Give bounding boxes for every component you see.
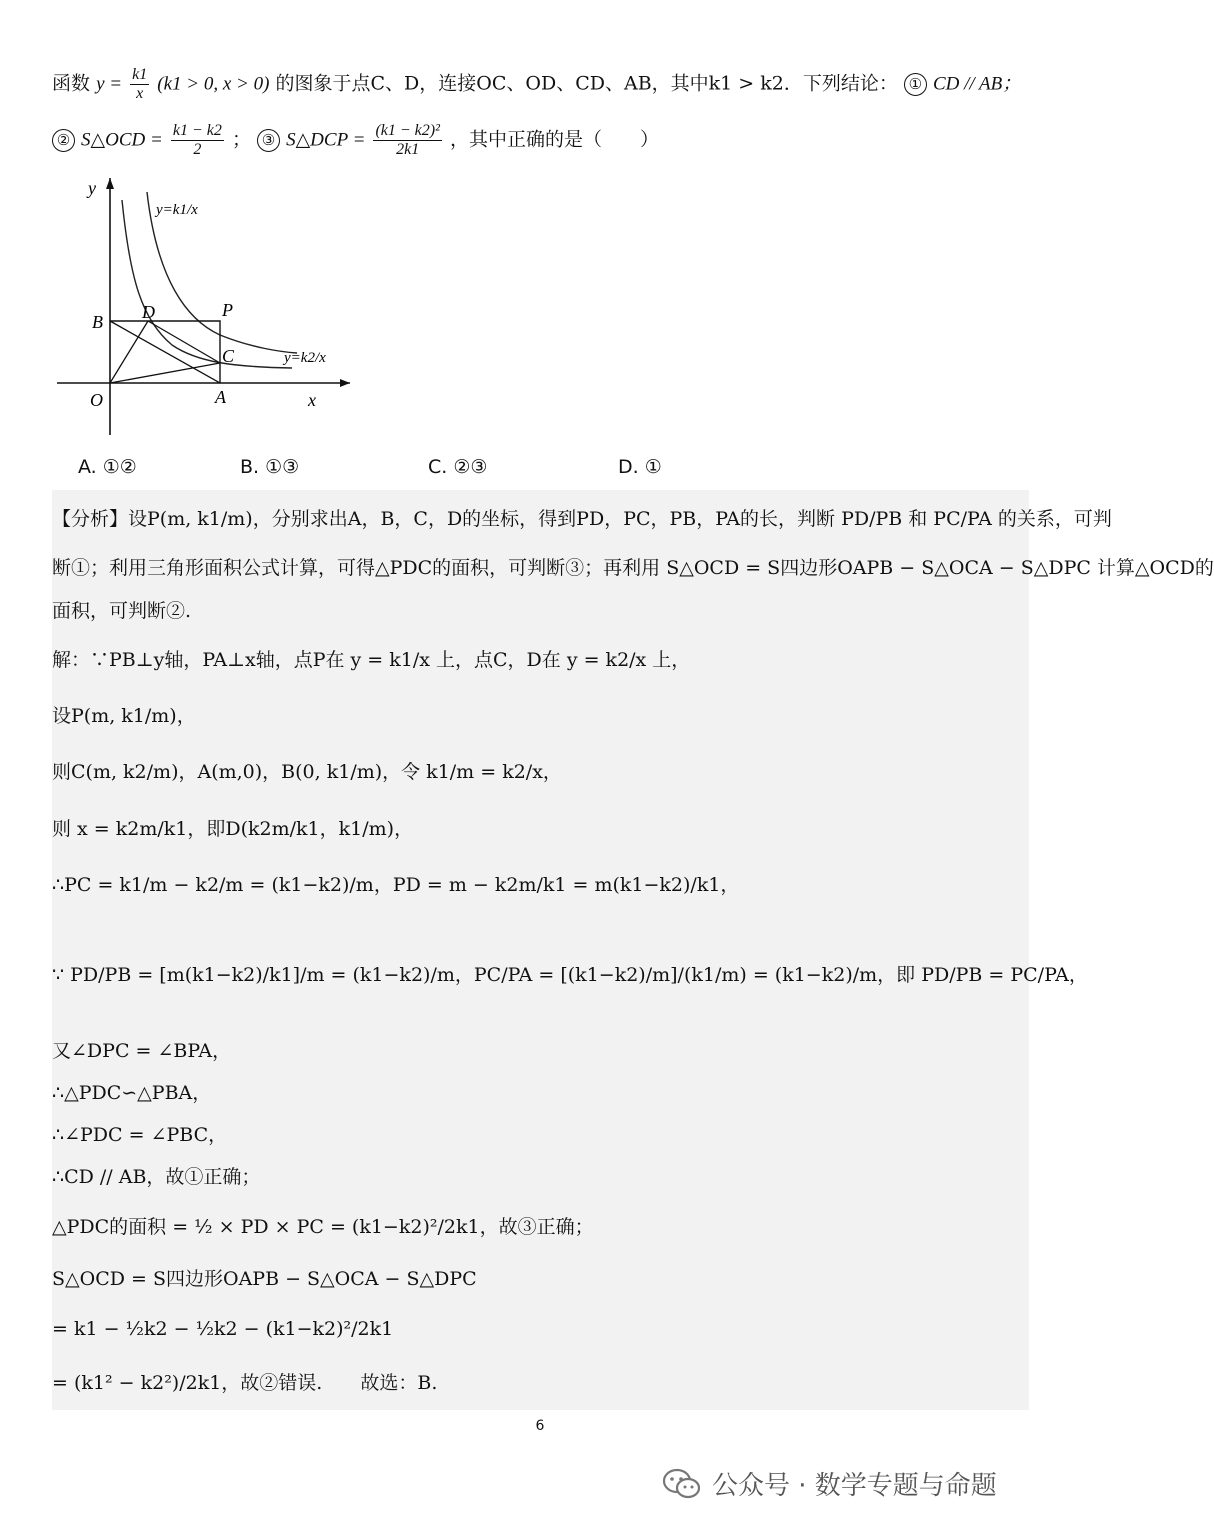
q-frac-den: x: [136, 85, 144, 102]
solution-line-9: ∵ PD/PB = [m(k1−k2)/k1]/m = (k1−k2)/m，PC/PA = [(k1−k2)/m]/(k1/m) = (k1−k2)/m，即 PD/PB = PC/PA，: [52, 964, 1088, 986]
q-func-lhs: y =: [96, 73, 123, 95]
label-O: O: [90, 390, 103, 410]
solution-line-4: 解：∵PB⊥y轴，PA⊥x轴，点P在 y = k1/x 上，点C，D在 y = k2/x 上，: [52, 649, 691, 671]
curve1-label: y=k1/x: [156, 202, 198, 218]
label-C: C: [222, 346, 235, 366]
conclusion-1: CD // AB；: [932, 73, 1022, 95]
option-A[interactable]: A. ①②: [78, 456, 137, 478]
solution-line-3: 面积，可判断②.: [52, 600, 192, 622]
c3-den: 2k1: [396, 141, 420, 158]
solution-line-1: 【分析】设P(m, k1/m)，分别求出A，B，C，D的坐标，得到PD，PC，PB，PA的长，判断 PD/PB 和 PC/PA 的关系，可判: [52, 508, 1112, 530]
label-D: D: [142, 302, 155, 322]
solution-line-16: = k1 − ½k2 − ½k2 − (k1−k2)²/2k1: [52, 1318, 394, 1340]
solution-line-14: △PDC的面积 = ½ × PD × PC = (k1−k2)²/2k1，故③正确；: [52, 1216, 594, 1238]
solution-line-12: ∴∠PDC = ∠PBC，: [52, 1124, 228, 1146]
circle-1: ①: [904, 73, 927, 96]
q-cond: (k1 > 0, x > 0): [157, 73, 270, 95]
solution-line-2: 断①；利用三角形面积公式计算，可得△PDC的面积，可判断③；再利用 S△OCD = S四边形OAPB − S△OCA − S△DPC 计算△OCD的: [52, 557, 1214, 579]
segment-OD: [110, 321, 148, 383]
c2-den: 2: [193, 141, 202, 158]
solution-line-7: 则 x = k2m/k1，即D(k2m/k1，k1/m)，: [52, 818, 414, 840]
curve2-label: y=k2/x: [284, 350, 326, 366]
label-x: x: [308, 390, 316, 410]
q-frac-num: k1: [132, 66, 148, 83]
circle-3: ③: [257, 129, 280, 152]
solution-line-17: = (k1² − k2²)/2k1，故②错误. 故选：B.: [52, 1372, 438, 1394]
q-func-frac: [130, 66, 149, 103]
page-number: 6: [535, 1418, 545, 1434]
y-axis-arrow-icon: [106, 178, 114, 189]
option-B[interactable]: B. ①③: [240, 456, 300, 478]
x-axis-arrow-icon: [340, 379, 350, 387]
watermark-text: 公众号 · 数学专题与命题: [712, 1471, 997, 1501]
solution-line-13: ∴CD // AB，故①正确；: [52, 1166, 261, 1188]
label-A: A: [215, 387, 226, 407]
label-B: B: [92, 312, 103, 332]
solution-line-5: 设P(m, k1/m)，: [52, 705, 196, 727]
question-line-2: ② S△OCD = $\frac{k1 - k2}{2}$ ； ③ S△DCP = $\frac{\text{(k1 − k2)²}}{2k1}$ ，其中正确的是（ ）: [52, 122, 659, 159]
conclusion-2-lhs: S△OCD =: [81, 129, 163, 151]
solution-line-11: ∴△PDC∽△PBA，: [52, 1082, 212, 1104]
wechat-icon: [662, 1468, 702, 1500]
conclusion-3-frac: [373, 122, 441, 159]
solution-line-15: S△OCD = S四边形OAPB − S△OCA − S△DPC: [52, 1268, 477, 1290]
question-line-1: [52, 66, 1021, 103]
segment-CD: [148, 321, 220, 363]
question-tail: ，其中正确的是（ ）: [449, 128, 659, 151]
c3-num: (k1 − k2)²: [375, 122, 440, 139]
hyperbola-figure: [52, 170, 352, 440]
circle-2: ②: [52, 129, 75, 152]
conclusion-3-lhs: S△DCP =: [286, 129, 366, 151]
option-C[interactable]: C. ②③: [428, 456, 488, 478]
solution-line-8: ∴PC = k1/m − k2/m = (k1−k2)/m，PD = m − k2m/k1 = m(k1−k2)/k1，: [52, 874, 740, 896]
c2-num: k1 − k2: [172, 122, 222, 139]
q-prefix: 函数: [52, 72, 91, 95]
watermark: [662, 1465, 997, 1502]
option-D[interactable]: D. ①: [618, 456, 662, 478]
q-mid: 的图象于点C、D，连接OC、OD、CD、AB，其中k1 > k2．下列结论：: [275, 72, 898, 95]
solution-line-6: 则C(m, k2/m)，A(m,0)，B(0, k1/m)，令 k1/m = k2/x，: [52, 761, 562, 783]
label-y: y: [88, 178, 96, 198]
label-P: P: [222, 300, 233, 320]
conclusion-2-frac: [171, 122, 224, 159]
solution-line-10: 又∠DPC = ∠BPA，: [52, 1040, 232, 1062]
